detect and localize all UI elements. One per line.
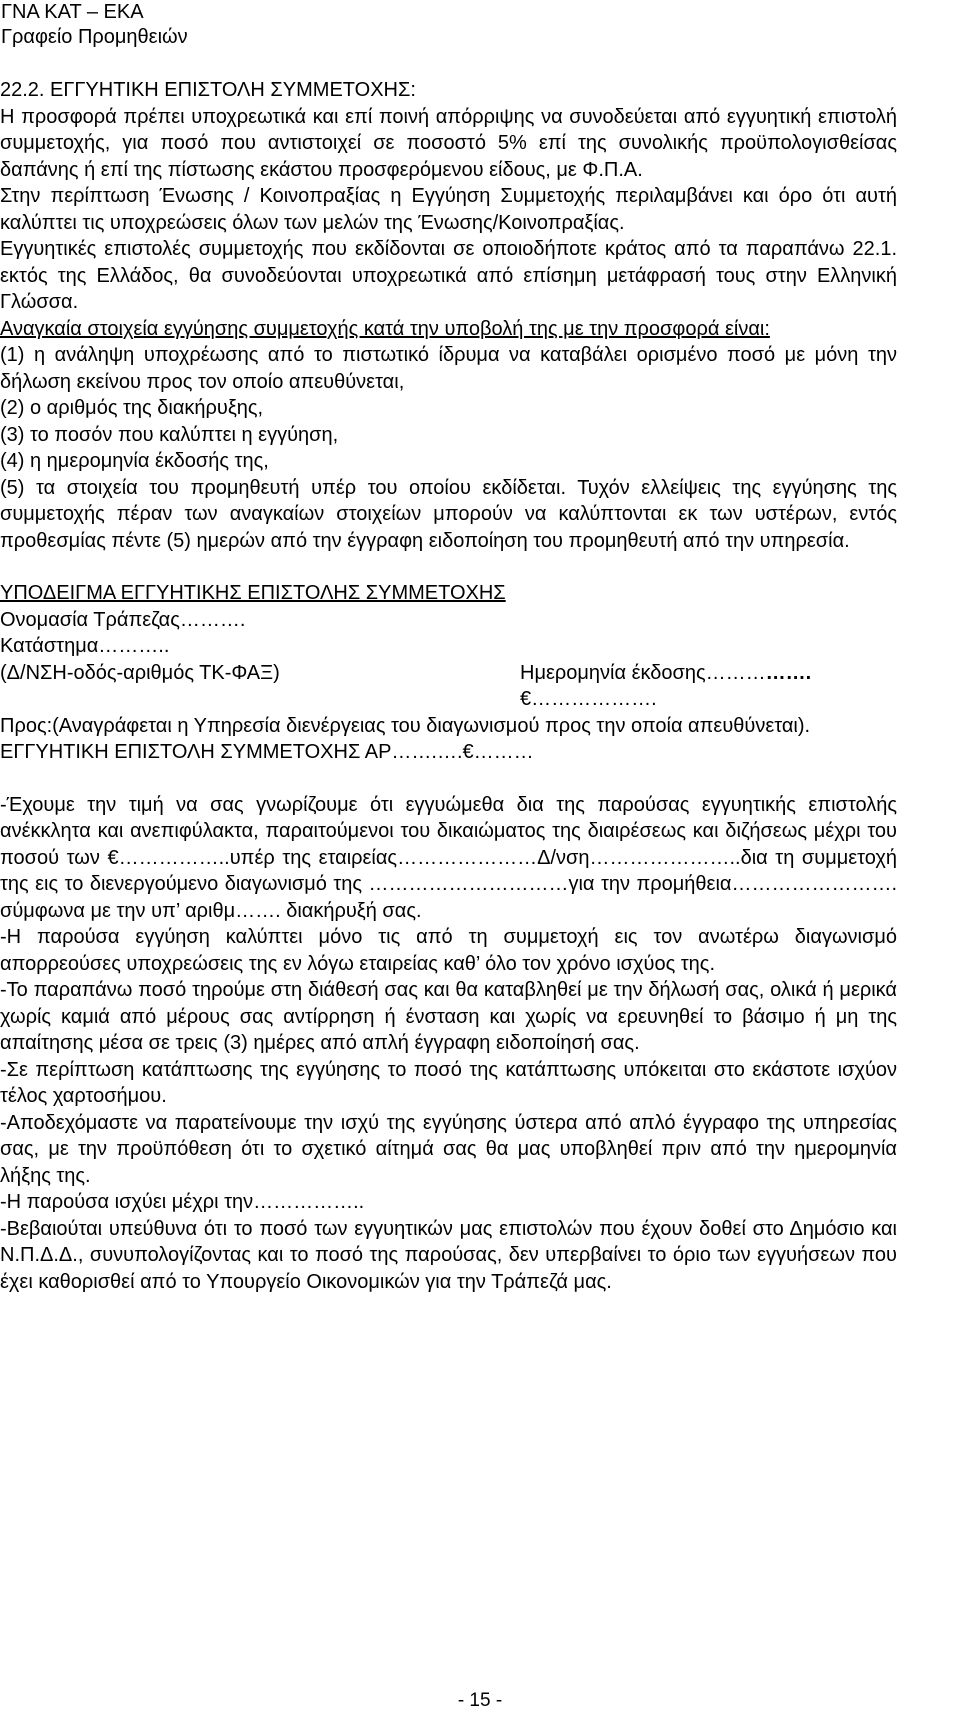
section-heading: 22.2. ΕΓΓΥΗΤΙΚΗ ΕΠΙΣΤΟΛΗ ΣΥΜΜΕΤΟΧΗΣ: <box>0 79 416 101</box>
issue-date-line <box>520 660 811 687</box>
guarantee-paragraph-1: Η προσφορά πρέπει υποχρεωτικά και επί ποινή απόρριψης να συνοδεύεται από εγγυητική επιστολή συμμετοχής, για ποσό που αντιστοιχεί σε ποσοστό 5% επί της συνολικής προϋπολογισθείσας δαπάνης ή επί της πίστωσης εκάστου προσφερόμενου είδους, με Φ.Π.Α. <box>0 105 897 181</box>
address-date-row <box>0 660 897 687</box>
page-number: - 15 - <box>457 1690 503 1711</box>
guarantee-paragraph-2: Στην περίπτωση Ένωσης / Κοινοπραξίας η Εγγύηση Συμμετοχής περιλαμβάνει και όρο ότι αυτή καλύπτει τις υποχρεώσεις όλων των μελών της Ένωσης/Κοινοπραξίας. <box>0 185 897 234</box>
letter-paragraph: -Έχουμε την τιμή να σας γνωρίζουμε ότι εγγυώμεθα δια της παρούσας εγγυητικής επιστολής ανέκκλητα και ανεπιφύλακτα, παραιτούμενοι του δικαιώματος της διαιρέσεως και διζήσεως μέχρι του ποσού των €……………..υπέρ της εταιρείας…………………Δ/νση…………………..δια τη συμμετοχή της εις το διενεργούμενο διαγωνισμό της …………………………για την προμήθεια……………………. σύμφωνα με την υπ’ αριθμ……. διακήρυξή σας. <box>0 793 897 922</box>
address-line: (Δ/ΝΣΗ-οδός-αριθμός ΤΚ-ΦΑΞ) <box>0 661 280 684</box>
letter-paragraph: -Η παρούσα εγγύηση καλύπτει μόνο τις από τη συμμετοχή εις τον ανωτέρω διαγωνισμό απορρεούσες υποχρεώσεις της εν λόγω εταιρείας καθ’ όλο τον χρόνο ισχύος της. <box>0 926 897 975</box>
letter-paragraph: -Βεβαιούται υπεύθυνα ότι το ποσό των εγγυητικών μας επιστολών που έχουν δοθεί στο Δημόσιο και Ν.Π.Δ.Δ., συνυπολογίζοντας και το ποσό της παρούσας, δεν υπερβαίνει το όριο των εγγυήσεων που έχει καθορισθεί από το Υπουργείο Οικονομικών για την Τράπεζά μας. <box>0 1217 897 1293</box>
requirement-item: (4) η ημερομηνία έκδοσής της, <box>0 450 269 472</box>
addressee-line: Προς:(Αναγράφεται η Υπηρεσία διενέργειας του διαγωνισμού προς την οποία απευθύνεται). <box>0 714 811 737</box>
sample-title: ΥΠΟΔΕΙΓΜΑ ΕΓΓΥΗΤΙΚΗΣ ΕΠΙΣΤΟΛΗΣ ΣΥΜΜΕΤΟΧΗΣ <box>0 582 506 604</box>
guarantee-paragraph-3: Εγγυητικές επιστολές συμμετοχής που εκδίδονται σε οποιοδήποτε κράτος από τα παραπάνω 22.1. εκτός της Ελλάδος, θα συνοδεύονται υποχρεωτικά από επίσημη μετάφρασή τους στην Ελληνική Γλώσσα. <box>0 238 897 313</box>
requirements-title: Αναγκαία στοιχεία εγγύησης συμμετοχής κατά την υποβολή της με την προσφορά είναι: <box>0 317 770 340</box>
department-name: Γραφείο Προμηθειών <box>1 26 188 48</box>
document-header <box>1 0 188 50</box>
amount-row <box>0 686 897 713</box>
requirement-item: (1) η ανάληψη υποχρέωσης από το πιστωτικό ίδρυμα να καταβάλει ορισμένο ποσό με μόνη την δήλωση εκείνου προς τον οποίο απευθύνεται, <box>0 344 897 393</box>
letter-reference-line: ΕΓΓΥΗΤΙΚΗ ΕΠΙΣΤΟΛΗ ΣΥΜΜΕΤΟΧΗΣ ΑΡ…….….€……… <box>0 741 534 763</box>
bank-name-line: Ονομασία Τράπεζας………. <box>0 608 246 631</box>
euro-amount-line: €………………. <box>520 688 657 710</box>
issue-date-dots-bold: ……. <box>765 661 812 684</box>
document-body <box>0 77 897 1295</box>
letter-paragraph: -Αποδεχόμαστε να παρατείνουμε την ισχύ της εγγύησης ύστερα από απλό έγγραφο της υπηρεσίας σας, με την προϋπόθεση ότι το σχετικό αίτημά σας θα μας υποβληθεί πριν από την ημερομηνία λήξης της. <box>0 1111 897 1187</box>
letter-paragraph: -Η παρούσα ισχύει μέχρι την…………….. <box>0 1191 365 1213</box>
letter-paragraph: -Σε περίπτωση κατάπτωσης της εγγύησης το ποσό της κατάπτωσης υπόκειται στο εκάστοτε ισχύον τέλος χαρτοσήμου. <box>0 1058 897 1107</box>
issue-date-dots: ……… <box>705 661 766 684</box>
branch-line: Κατάστημα……….. <box>0 635 170 657</box>
letter-paragraph: -Το παραπάνω ποσό τηρούμε στη διάθεσή σας και θα καταβληθεί με την δήλωσή σας, ολικά ή μερικά χωρίς καμιά από μέρους σας αντίρρηση ή ένσταση και χωρίς να ερευνηθεί το βάσιμο ή μη της απαίτησης μέσα σε τρεις (3) ημέρες από απλή έγγραφη ειδοποίησή σας. <box>0 979 897 1054</box>
issue-date-label: Ημερομηνία έκδοσης <box>520 661 706 684</box>
organization-name: ΓΝΑ ΚΑΤ – ΕΚΑ <box>1 1 144 23</box>
requirement-item: (5) τα στοιχεία του προμηθευτή υπέρ του οποίου εκδίδεται. Τυχόν ελλείψεις της εγγύησης της συμμετοχής πέραν των αναγκαίων στοιχείων μπορούν να καλύπτονται εκ των υστέρων, εντός προθεσμίας πέντε (5) ημερών από την έγγραφη ειδοποίηση του προμηθευτή από την υπηρεσία. <box>0 476 897 552</box>
requirement-item: (3) το ποσόν που καλύπτει η εγγύηση, <box>0 423 339 446</box>
requirement-item: (2) ο αριθμός της διακήρυξης, <box>0 397 264 419</box>
